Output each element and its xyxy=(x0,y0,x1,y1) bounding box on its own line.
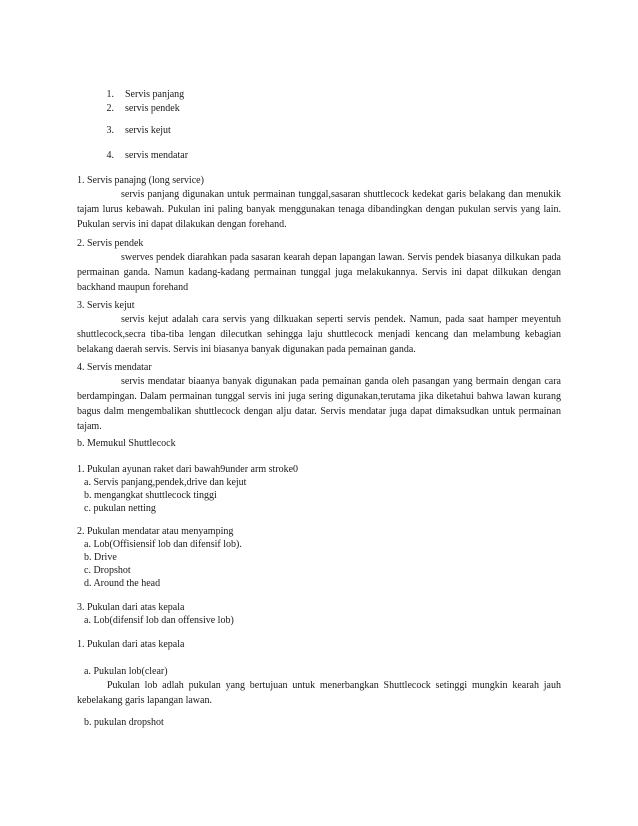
subsection-heading: 1. Pukulan ayunan raket dari bawah9under arm stroke0 xyxy=(77,464,299,475)
list-item: a. Lob(difensif lob dan offensive lob) xyxy=(84,615,234,626)
section-body: servis panjang digunakan untuk permainan tunggal,sasaran shuttlecock kedekat garis belakang dan menukik tajam lurus kebawah. Pukulan ini paling banyak menggunakan tenaga dibandingkan dengan pukulan servis yang lain. Pukulan servis ini dapat dilakukan dengan forehand. xyxy=(77,189,561,230)
section-heading: 1. Servis panajng (long service) xyxy=(77,175,204,186)
list-item: c. Dropshot xyxy=(84,565,131,576)
list-item: d. Around the head xyxy=(84,578,161,589)
list-item: 3. servis kejut xyxy=(106,125,171,136)
list-item: a. Lob(Offisiensif lob dan difensif lob). xyxy=(84,539,242,550)
subsection-heading: 3. Pukulan dari atas kepala xyxy=(77,602,185,613)
subsection-heading: b. pukulan dropshot xyxy=(84,717,164,728)
section-heading: 4. Servis mendatar xyxy=(77,362,152,373)
section-heading: 3. Servis kejut xyxy=(77,300,135,311)
subsection-heading: 1. Pukulan dari atas kepala xyxy=(77,639,185,650)
section-body: swerves pendek diarahkan pada sasaran kearah depan lapangan lawan. Servis pendek biasanya dilkukan pada permainan ganda. Namun kadang-kadang permainan tunggal juga melakukannya. Servis ini dapat dilkukan dengan backhand maupun forehand xyxy=(77,252,561,293)
list-item: 1. Servis panjang xyxy=(106,89,185,100)
section-body: servis mendatar biaanya banyak digunakan pada pemainan ganda oleh pasangan yang bermain dengan cara berdampingan. Dalam permainan tunggal servis ini juga sering digunakan,terutama jika diketahui bahwa lawan kurang bagus dalm mengembalikan shuttlecock dengan alju datar. Servis mendatar juga dapat dimaksudkan untuk permainan tajam. xyxy=(77,376,561,432)
section-heading: 2. Servis pendek xyxy=(77,238,144,249)
list-item: 4. servis mendatar xyxy=(106,150,189,161)
subsection-heading: 2. Pukulan mendatar atau menyamping xyxy=(77,526,234,537)
list-item: b. Drive xyxy=(84,552,117,563)
subsection-heading: a. Pukulan lob(clear) xyxy=(84,666,168,677)
list-item: a. Servis panjang,pendek,drive dan kejut xyxy=(84,477,247,488)
section-body: Pukulan lob adlah pukulan yang bertujuan untuk menerbangkan Shuttlecock setinggi mungkin kearah jauh kebelakang garis lapangan lawan. xyxy=(77,680,561,706)
subsection-heading: b. Memukul Shuttlecock xyxy=(77,438,176,449)
list-item: 2. servis pendek xyxy=(106,103,180,114)
section-body: servis kejut adalah cara servis yang dilkuakan seperti servis pendek. Namun, pada saat hamper meyentuh shuttlecock,secra tiba-tiba lengan dilecutkan sehingga laju shuttlecock menjadi kencang dan melambung kebagian belakang daerah servis. Servis ini biasanya banyak digunakan pada pemainan ganda. xyxy=(77,314,561,355)
list-item: c. pukulan netting xyxy=(84,503,156,514)
list-item: b. mengangkat shuttlecock tinggi xyxy=(84,490,217,501)
